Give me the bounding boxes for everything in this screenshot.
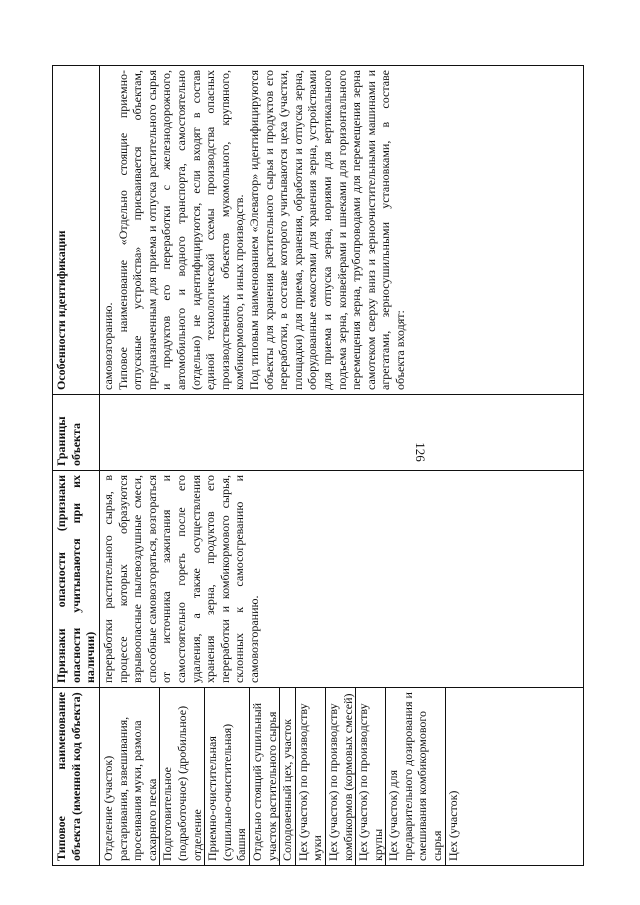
table-row <box>100 66 584 866</box>
identification-table <box>52 65 584 866</box>
object-item: Цех (участок) по производству комбикормов (кормовых смесей) <box>326 688 356 865</box>
identification-cell <box>100 66 584 395</box>
rotated-page <box>52 66 584 866</box>
object-item: Подготовительное (подработочное) (дробильное) отделение <box>160 688 205 865</box>
table-header-row <box>53 66 100 866</box>
header-object-name: Типовое наименование объекта (именной код объекта) <box>53 688 100 866</box>
object-item: Цех (участок) <box>445 790 460 861</box>
object-item: Отделение (участок) растаривания, взвешивания, просеивания муки, размола сахарного песка <box>101 688 160 865</box>
object-item: Цех (участок) по производству крупы <box>356 688 386 865</box>
object-item: Солодовенный цех, участок <box>280 688 296 865</box>
object-item: Цех (участок) по производству муки <box>296 688 326 865</box>
header-boundaries: Границы объекта <box>53 395 100 471</box>
object-item: Цех (участок) для предварительного дозирования и смешивания комбикормового сырья <box>386 688 445 865</box>
page-number: 126 <box>413 442 428 462</box>
object-list-cell <box>100 688 584 866</box>
boundaries-cell <box>100 395 584 471</box>
identification-paragraph: самовозгоранию. <box>101 302 115 390</box>
hazard-cell: переработки растительного сырья, в процессе которых образуются взрывоопасные пылевоздушные смеси, способные самовозгораться, возгораться от источника зажигания и самостоятельно гореть после его удаления, а также осуществления хранения зерна, продуктов его переработки и комбикормового сырья, склонных к самосогреванию и самовозгоранию. <box>100 471 584 688</box>
identification-paragraph: Под типовым наименованием «Элеватор» идентифицируются объекты для хранения растительного сырья и продуктов его переработки, в составе которого учитываются цеха (участки, площадки) для приема, хранения, обработки и отпуска зерна, оборудованные емкостями для хранения зерна, устройствами для приема и отпуска зерна, нориями для вертикального подъема зерна, конвейерами и шнеками для горизонтального перемещения зерна, трубопроводами для перемещения зерна самотеком сверху вниз и зерноочистительными машинами и агрегатами, зерносушильными установками, в составе объекта входят: <box>246 70 407 390</box>
header-identification: Особенности идентификации <box>53 66 100 395</box>
object-item: Отдельно стоящий сушильный участок растительного сырья <box>250 688 280 865</box>
identification-paragraph: Типовое наименование «Отдельно стоящие приемно-отпускные устройства» присваивается объектам, предназначенным для приема и отпуска растительного сырья и продуктов его переработки с железнодорожного, автомобильного и водного транспорта, самостоятельно (отдельно) не идентифицируются, если входят в состав единой технологической схемы производства опасных производственных объектов мукомольного, крупяного, комбикормового, и иных производств. <box>115 70 247 390</box>
object-item: Приемно-очистительная (сушильно-очистительная) башня <box>205 688 250 865</box>
header-hazard: Признаки опасности (признаки опасности учитываются при их наличии) <box>53 471 100 688</box>
